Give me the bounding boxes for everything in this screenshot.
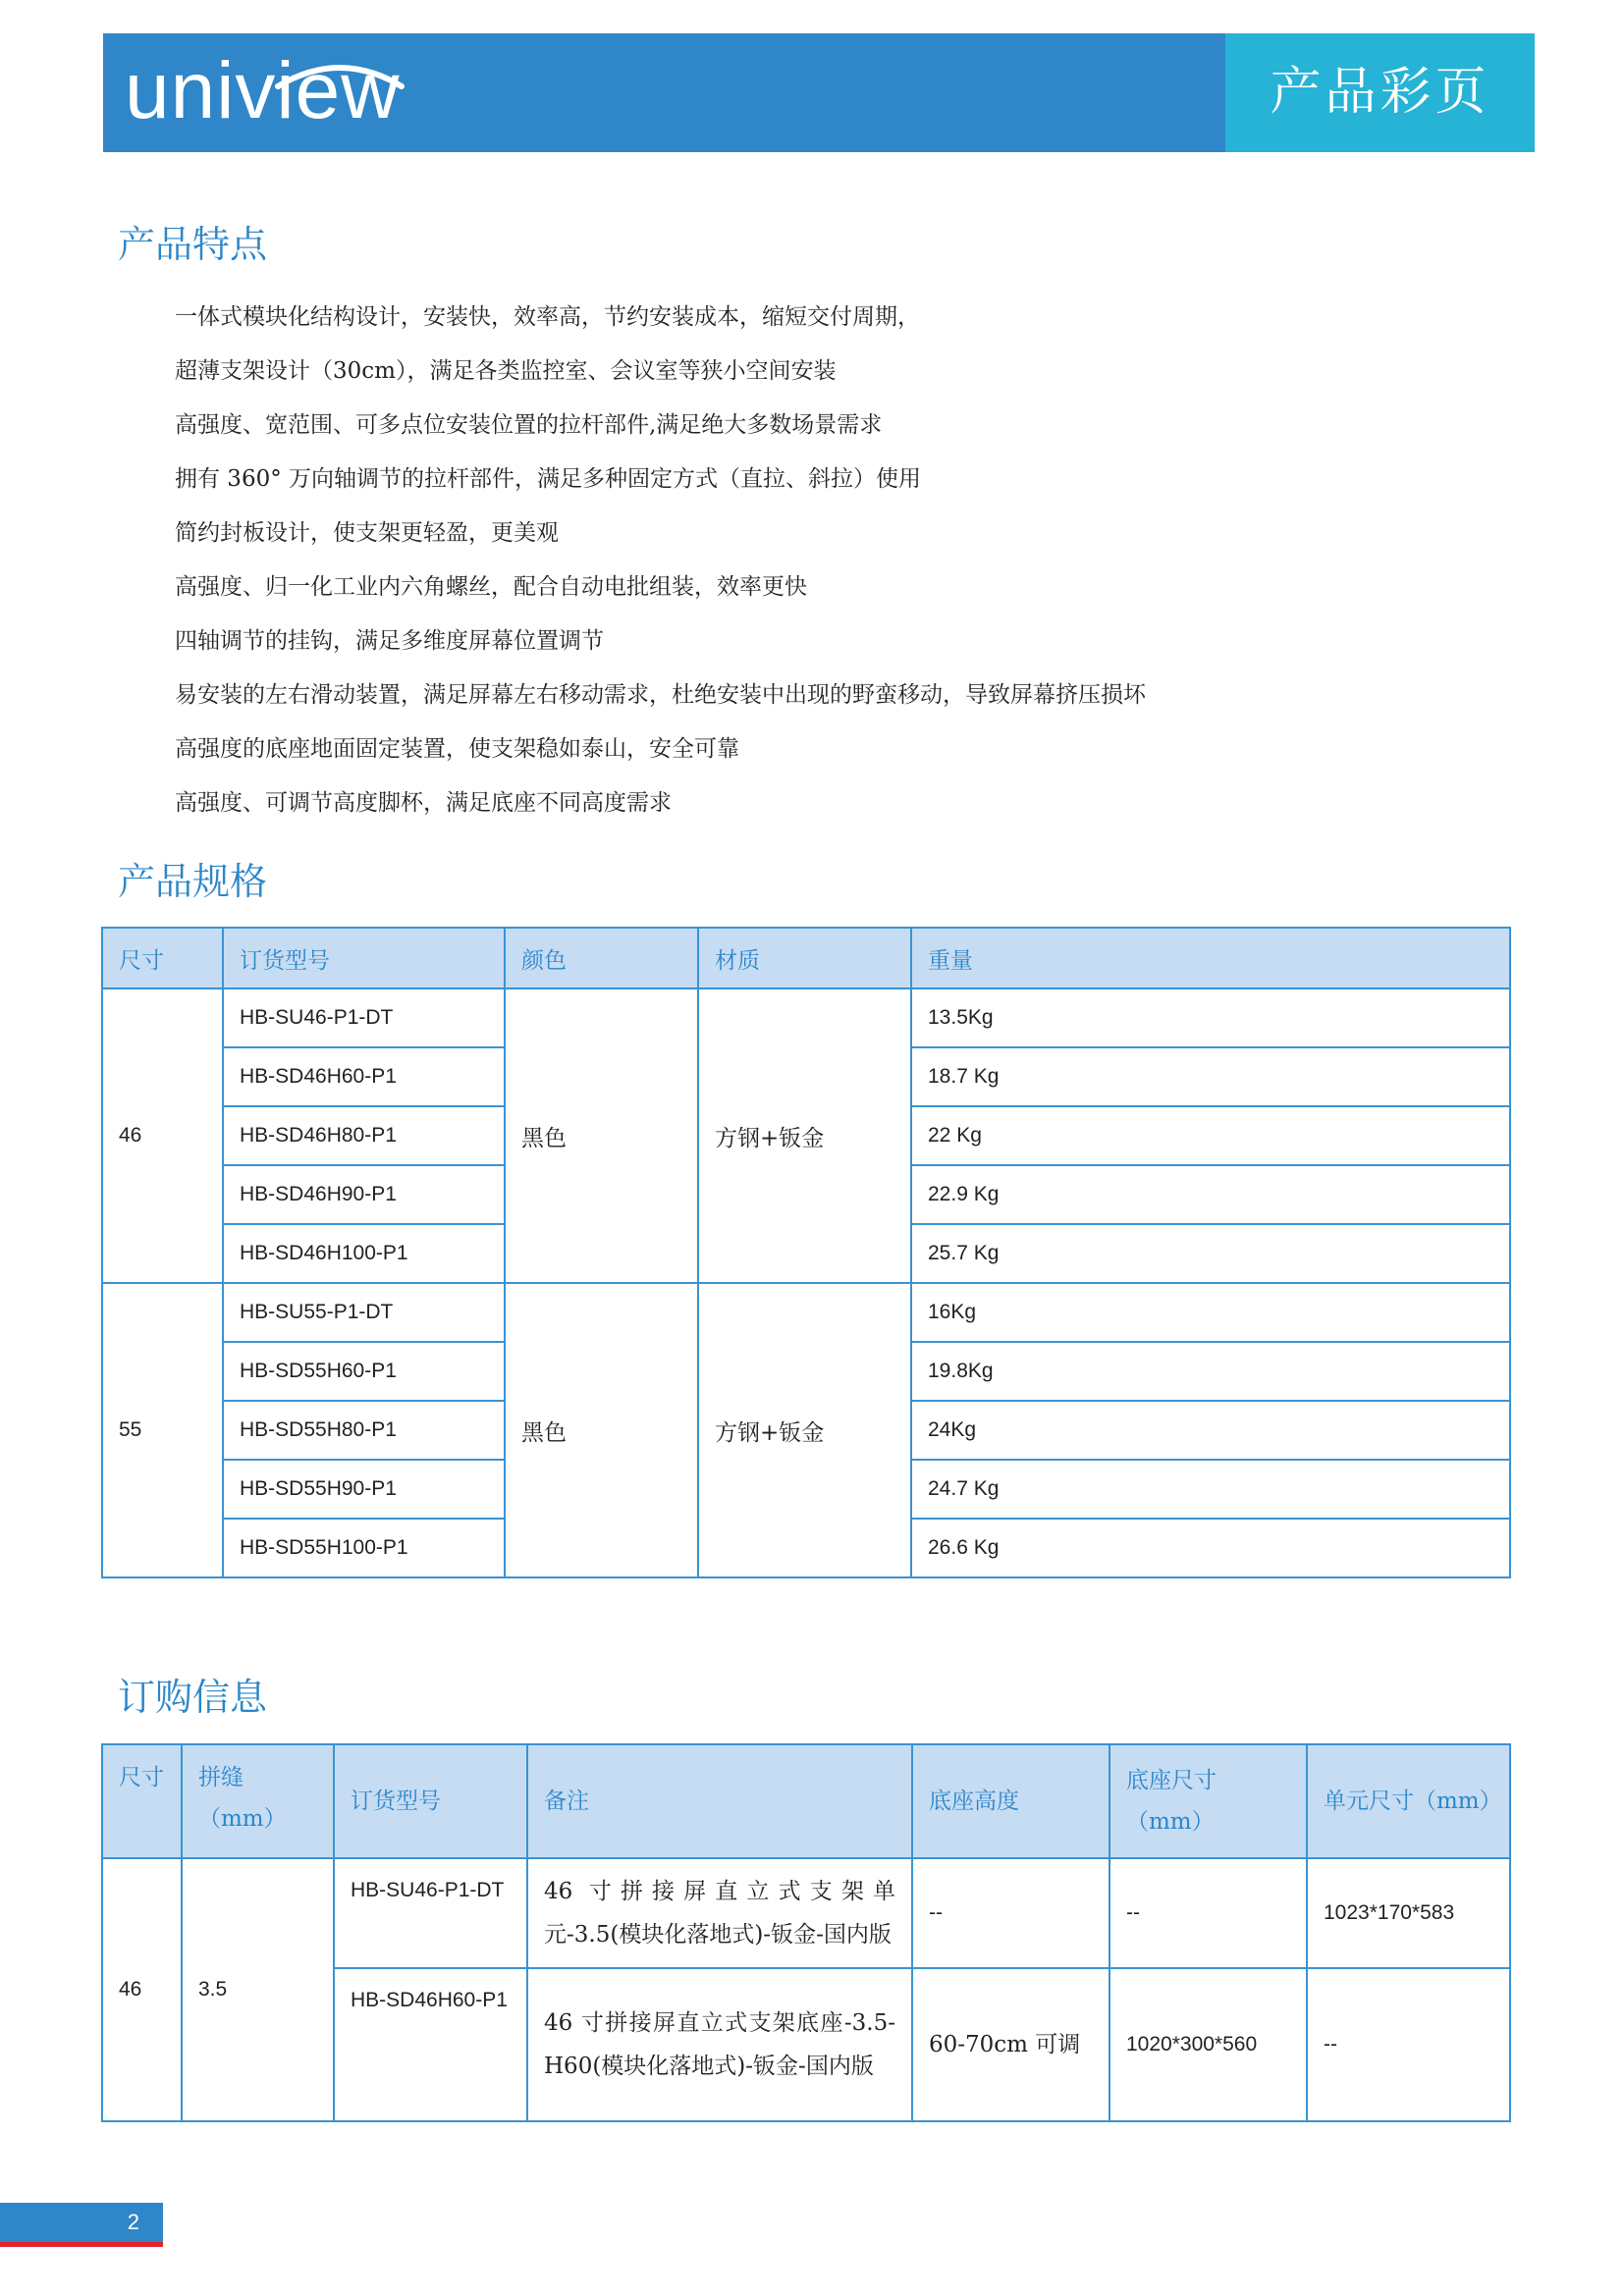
base-height-cell: -- xyxy=(912,1858,1110,1968)
model-cell: HB-SD55H60-P1 xyxy=(223,1342,505,1401)
feature-item: 四轴调节的挂钩，满足多维度屏幕位置调节 xyxy=(175,628,604,654)
weight-cell: 18.7 Kg xyxy=(911,1047,1510,1106)
model-cell: HB-SU46-P1-DT xyxy=(223,988,505,1047)
column-header: 材质 xyxy=(698,928,911,988)
column-header: 颜色 xyxy=(505,928,698,988)
column-header: 重量 xyxy=(911,928,1510,988)
base-size-cell: -- xyxy=(1110,1858,1307,1968)
specs-title: 产品规格 xyxy=(118,860,268,903)
seam-cell: 3.5 xyxy=(182,1858,334,2121)
column-header: 底座高度 xyxy=(912,1744,1110,1858)
model-cell: HB-SU46-P1-DT xyxy=(334,1858,527,1968)
column-header: 尺寸 xyxy=(102,928,223,988)
material-cell: 方钢+钣金 xyxy=(698,1283,911,1577)
ordering-title: 订购信息 xyxy=(118,1676,268,1719)
weight-cell: 26.6 Kg xyxy=(911,1519,1510,1577)
model-cell: HB-SD46H60-P1 xyxy=(223,1047,505,1106)
unit-size-cell: -- xyxy=(1307,1968,1510,2121)
feature-item: 简约封板设计，使支架更轻盈，更美观 xyxy=(175,520,559,546)
spec-table xyxy=(101,927,1511,1578)
column-header: 底座尺寸（mm） xyxy=(1110,1744,1307,1858)
doc-type-label: 产品彩页 xyxy=(1225,33,1535,152)
model-cell: HB-SD46H80-P1 xyxy=(223,1106,505,1165)
table-row xyxy=(102,1283,1510,1342)
weight-cell: 25.7 Kg xyxy=(911,1224,1510,1283)
column-header: 订货型号 xyxy=(223,928,505,988)
weight-cell: 13.5Kg xyxy=(911,988,1510,1047)
unit-size-cell: 1023*170*583 xyxy=(1307,1858,1510,1968)
weight-cell: 19.8Kg xyxy=(911,1342,1510,1401)
table-header-row xyxy=(102,1744,1510,1858)
brand-name: uniview xyxy=(125,46,401,135)
weight-cell: 24Kg xyxy=(911,1401,1510,1460)
feature-item: 高强度的底座地面固定装置，使支架稳如泰山，安全可靠 xyxy=(175,736,739,762)
model-cell: HB-SD46H90-P1 xyxy=(223,1165,505,1224)
model-cell: HB-SD55H100-P1 xyxy=(223,1519,505,1577)
size-cell: 46 xyxy=(102,988,223,1283)
feature-item: 易安装的左右滑动装置，满足屏幕左右移动需求，杜绝安装中出现的野蛮移动，导致屏幕挤压损坏 xyxy=(175,682,1146,708)
model-cell: HB-SD55H90-P1 xyxy=(223,1460,505,1519)
column-header: 拼缝（mm） xyxy=(182,1744,334,1858)
material-cell: 方钢+钣金 xyxy=(698,988,911,1283)
size-cell: 55 xyxy=(102,1283,223,1577)
base-size-cell: 1020*300*560 xyxy=(1110,1968,1307,2121)
base-height-cell: 60-70cm 可调 xyxy=(912,1968,1110,2121)
feature-item: 拥有 360° 万向轴调节的拉杆部件，满足多种固定方式（直拉、斜拉）使用 xyxy=(175,466,922,492)
page-number-bar xyxy=(0,2203,163,2242)
features-title: 产品特点 xyxy=(118,223,268,266)
model-cell: HB-SD55H80-P1 xyxy=(223,1401,505,1460)
features-list xyxy=(175,294,1146,834)
column-header: 单元尺寸（mm） xyxy=(1307,1744,1510,1858)
logo-arc-icon xyxy=(272,55,407,90)
weight-cell: 24.7 Kg xyxy=(911,1460,1510,1519)
table-row xyxy=(102,1858,1510,1968)
weight-cell: 22.9 Kg xyxy=(911,1165,1510,1224)
model-cell: HB-SU55-P1-DT xyxy=(223,1283,505,1342)
feature-item: 高强度、宽范围、可多点位安装位置的拉杆部件,满足绝大多数场景需求 xyxy=(175,412,883,438)
table-header-row xyxy=(102,928,1510,988)
ordering-table xyxy=(101,1743,1511,2122)
feature-item: 高强度、可调节高度脚杯，满足底座不同高度需求 xyxy=(175,790,672,816)
weight-cell: 22 Kg xyxy=(911,1106,1510,1165)
page-number: 2 xyxy=(127,2210,139,2234)
header-banner xyxy=(103,33,1535,152)
footer-divider xyxy=(0,2242,163,2247)
size-cell: 46 xyxy=(102,1858,182,2121)
weight-cell: 16Kg xyxy=(911,1283,1510,1342)
model-cell: HB-SD46H100-P1 xyxy=(223,1224,505,1283)
column-header: 订货型号 xyxy=(334,1744,527,1858)
feature-item: 一体式模块化结构设计，安装快，效率高，节约安装成本，缩短交付周期， xyxy=(175,304,920,330)
model-cell: HB-SD46H60-P1 xyxy=(334,1968,527,2121)
color-cell: 黑色 xyxy=(505,988,698,1283)
note-cell: 46 寸拼接屏直立式支架单元-3.5(模块化落地式)-钣金-国内版 xyxy=(527,1858,912,1968)
column-header: 尺寸 xyxy=(102,1744,182,1858)
table-row xyxy=(102,988,1510,1047)
column-header: 备注 xyxy=(527,1744,912,1858)
color-cell: 黑色 xyxy=(505,1283,698,1577)
feature-item: 超薄支架设计（30cm），满足各类监控室、会议室等狭小空间安装 xyxy=(175,358,837,384)
brand-logo xyxy=(125,47,400,135)
note-cell: 46 寸拼接屏直立式支架底座-3.5-H60(模块化落地式)-钣金-国内版 xyxy=(527,1968,912,2121)
feature-item: 高强度、归一化工业内六角螺丝，配合自动电批组装，效率更快 xyxy=(175,574,807,600)
